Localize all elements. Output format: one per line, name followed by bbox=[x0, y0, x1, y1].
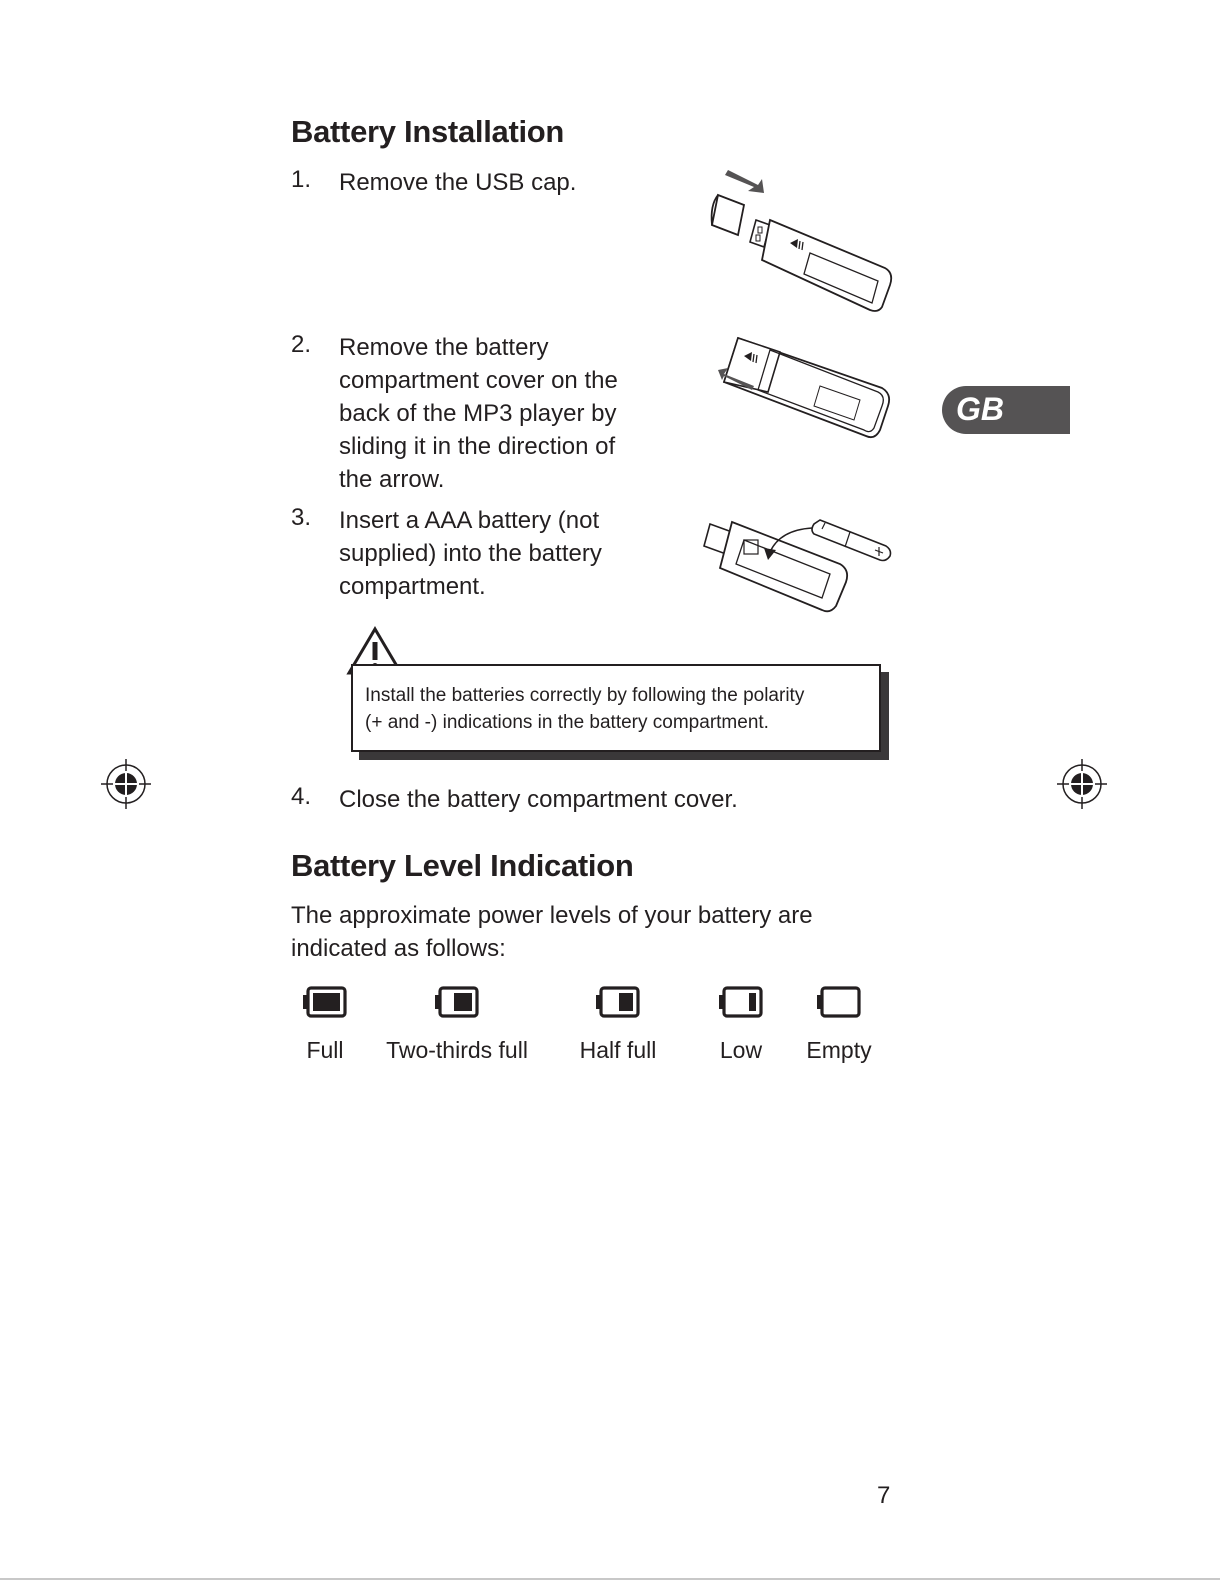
insert-battery-illustration bbox=[700, 510, 900, 620]
step-text bbox=[339, 331, 699, 496]
step-line: Insert a AAA battery (not bbox=[339, 507, 600, 534]
step-line: Close the battery compartment cover. bbox=[339, 786, 738, 813]
battery-fill bbox=[313, 993, 340, 1011]
battery-icon bbox=[302, 985, 348, 1019]
step-line: compartment. bbox=[339, 573, 486, 600]
step-text bbox=[339, 166, 719, 199]
battery-body bbox=[601, 988, 638, 1016]
registration-mark-right-icon bbox=[1056, 758, 1108, 810]
warning-note-box bbox=[351, 664, 881, 752]
step-line: Remove the battery bbox=[339, 334, 549, 361]
battery-level-label: Half full bbox=[579, 1037, 657, 1063]
battery-body bbox=[308, 988, 345, 1016]
warning-note-text bbox=[365, 682, 869, 736]
intro-line: indicated as follows: bbox=[291, 935, 506, 962]
battery-fill bbox=[749, 993, 756, 1011]
step-line: the arrow. bbox=[339, 466, 445, 493]
battery-icon bbox=[718, 985, 764, 1019]
step-line: Remove the USB cap. bbox=[339, 169, 577, 196]
battery-level-label: Low bbox=[719, 1037, 763, 1063]
battery-fill bbox=[454, 993, 472, 1011]
step-text bbox=[339, 783, 939, 816]
step-line: sliding it in the direction of bbox=[339, 433, 616, 460]
step-number: 3. bbox=[291, 504, 312, 531]
battery-body bbox=[822, 988, 859, 1016]
bottom-rule bbox=[0, 1578, 1220, 1580]
warning-line: Install the batteries correctly by following the polarity bbox=[365, 685, 805, 706]
battery-terminal bbox=[719, 995, 724, 1009]
battery-level-label: Two-thirds full bbox=[386, 1037, 528, 1063]
step-line: back of the MP3 player by bbox=[339, 400, 617, 427]
usb-cap-removal-illustration bbox=[700, 165, 900, 315]
language-tab bbox=[942, 386, 1070, 434]
page-number: 7 bbox=[877, 1482, 891, 1509]
battery-level-title: Battery Level Indication bbox=[291, 848, 634, 883]
language-tab-label: GB bbox=[956, 391, 1004, 427]
battery-level-intro bbox=[291, 899, 911, 965]
intro-line: The approximate power levels of your battery are bbox=[291, 902, 813, 929]
battery-level-label: Empty bbox=[806, 1037, 872, 1063]
battery-terminal bbox=[596, 995, 601, 1009]
battery-terminal bbox=[303, 995, 308, 1009]
step-number: 4. bbox=[291, 783, 312, 810]
registration-mark-left-icon bbox=[100, 758, 152, 810]
battery-terminal bbox=[435, 995, 440, 1009]
battery-body bbox=[724, 988, 761, 1016]
step-line: supplied) into the battery bbox=[339, 540, 602, 567]
step-text bbox=[339, 504, 699, 603]
battery-terminal bbox=[817, 995, 822, 1009]
battery-level-label: Full bbox=[306, 1037, 344, 1063]
battery-icon bbox=[816, 985, 862, 1019]
battery-icon bbox=[595, 985, 641, 1019]
battery-fill bbox=[619, 993, 633, 1011]
battery-installation-title: Battery Installation bbox=[291, 114, 565, 149]
step-number: 1. bbox=[291, 166, 312, 193]
battery-cover-slide-illustration bbox=[710, 330, 900, 450]
battery-body bbox=[440, 988, 477, 1016]
step-line: compartment cover on the bbox=[339, 367, 618, 394]
battery-icon bbox=[434, 985, 480, 1019]
step-number: 2. bbox=[291, 331, 312, 358]
warning-line: (+ and -) indications in the battery compartment. bbox=[365, 712, 769, 733]
